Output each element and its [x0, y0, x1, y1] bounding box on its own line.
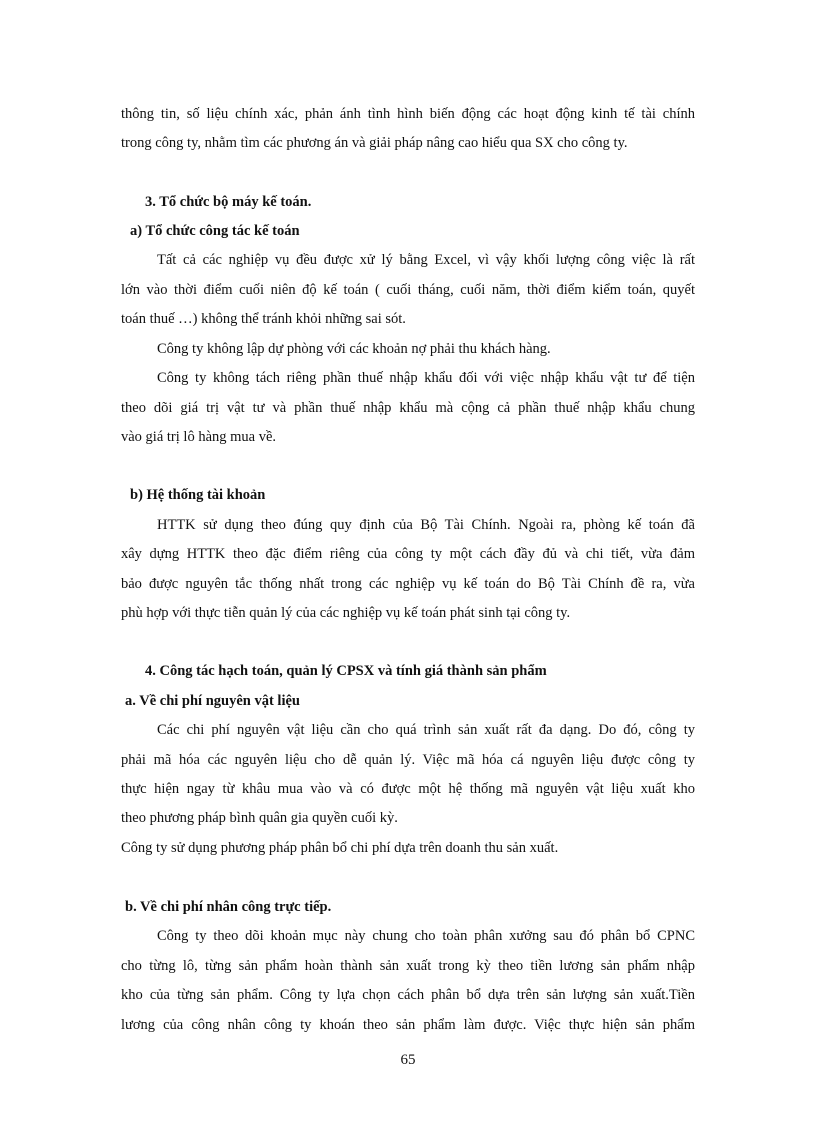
paragraph-line: toán thuế …) không thể tránh khỏi những sai sót.: [121, 311, 406, 327]
subsection-heading: b) Hệ thống tài khoản: [130, 487, 266, 503]
paragraph-line: Công ty không lập dự phòng với các khoản nợ phải thu khách hàng.: [157, 341, 551, 357]
subsection-heading: a. Về chi phí nguyên vật liệu: [125, 693, 300, 709]
paragraph-line: Các chi phí nguyên vật liệu cần cho quá trình sản xuất rất đa dạng. Do đó, công ty: [157, 722, 695, 738]
paragraph-line: phải mã hóa các nguyên liệu cho dễ quản lý. Việc mã hóa cá nguyên liệu được công ty: [121, 752, 695, 768]
paragraph-line: theo dõi giá trị vật tư và phần thuế nhập khẩu mà cộng cả phần thuế nhập khẩu chung: [121, 400, 695, 416]
paragraph-line: vào giá trị lô hàng mua về.: [121, 429, 277, 445]
paragraph-line: kho của từng sản phẩm. Công ty lựa chọn cách phân bổ dựa trên sản lượng sản xuất.Tiền: [121, 987, 695, 1003]
paragraph-line: phù hợp với thực tiễn quản lý của các nghiệp vụ kế toán phát sinh tại công ty.: [121, 605, 571, 621]
paragraph-line: Tất cả các nghiệp vụ đều được xử lý bằng Excel, vì vậy khối lượng công việc là rất: [157, 252, 695, 268]
subsection-heading: a) Tổ chức công tác kế toán: [130, 223, 300, 239]
paragraph-line: bảo được nguyên tắc thống nhất trong các nghiệp vụ kế toán do Bộ Tài Chính đề ra, vừa: [121, 576, 695, 592]
paragraph-line: thực hiện ngay từ khâu mua vào và có được một hệ thống mã nguyên vật liệu xuất kho: [121, 781, 695, 797]
paragraph-line: cho từng lô, từng sản phẩm hoàn thành sản xuất trong kỳ theo tiền lương sản phẩm nhập: [121, 958, 695, 974]
paragraph-line: thông tin, số liệu chính xác, phản ánh tình hình biến động các hoạt động kinh tế tài chính: [121, 106, 695, 122]
subsection-heading: b. Về chi phí nhân công trực tiếp.: [125, 899, 332, 915]
section-heading: 3. Tổ chức bộ máy kế toán.: [145, 194, 312, 210]
paragraph-line: Công ty không tách riêng phần thuế nhập khẩu đối với việc nhập khẩu vật tư để tiện: [157, 370, 695, 386]
paragraph-line: Công ty theo dõi khoản mục này chung cho toàn phân xưởng sau đó phân bổ CPNC: [157, 928, 695, 944]
paragraph-line: lớn vào thời điểm cuối niên độ kế toán ( cuối tháng, cuối năm, thời điểm kiểm toán, quyết: [121, 282, 695, 298]
paragraph-line: trong công ty, nhằm tìm các phương án và giải pháp nâng cao hiểu qua SX cho công ty.: [121, 135, 628, 151]
paragraph-line: Công ty sử dụng phương pháp phân bổ chi phí dựa trên doanh thu sản xuất.: [121, 840, 559, 856]
page-number: 65: [400, 1052, 416, 1068]
paragraph-line: xây dựng HTTK theo đặc điểm riêng của công ty một cách đầy đủ và chi tiết, vừa đảm: [121, 546, 695, 562]
paragraph-line: HTTK sử dụng theo đúng quy định của Bộ Tài Chính. Ngoài ra, phòng kế toán đã: [157, 517, 695, 533]
section-heading: 4. Công tác hạch toán, quản lý CPSX và tính giá thành sản phẩm: [145, 663, 547, 679]
paragraph-line: theo phương pháp bình quân gia quyền cuối kỳ.: [121, 810, 398, 826]
paragraph-line: lương của công nhân công ty khoán theo sản phẩm làm được. Việc thực hiện sản phẩm: [121, 1017, 695, 1033]
